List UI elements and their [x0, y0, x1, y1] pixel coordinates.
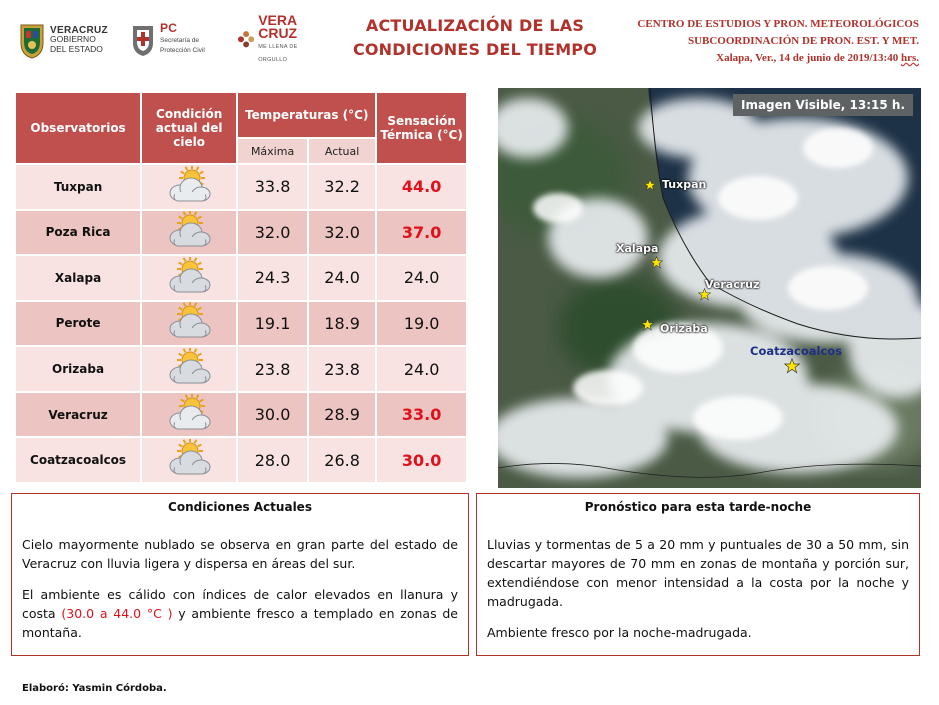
proteccion-civil-logo	[130, 14, 205, 66]
pc-logo-line1: Secretaría de	[160, 36, 200, 44]
city-orizaba: Orizaba	[660, 322, 708, 335]
title-line-2: CONDICIONES DEL TIEMPO	[352, 40, 598, 59]
coat-of-arms-icon	[18, 21, 46, 59]
page-title	[330, 14, 620, 62]
thermal-sensation: 30.0	[376, 437, 467, 483]
current-conditions-p1: Cielo mayormente nublado se observa en gran parte del estado de Veracruz con lluvia ligera y dispersa en áreas del sur.	[22, 537, 458, 571]
table-row	[15, 164, 467, 210]
col-temperaturas: Temperaturas (°C)	[237, 92, 376, 138]
veracruz-brand-logo	[238, 11, 310, 66]
max-temp: 30.0	[237, 392, 308, 438]
pc-shield-icon	[130, 23, 156, 57]
veracruz-logo-line1: VERACRUZ	[50, 24, 108, 36]
center-info	[637, 16, 919, 67]
brand-flower-icon	[238, 27, 254, 53]
max-temp: 32.0	[237, 210, 308, 256]
actual-temp: 28.9	[308, 392, 376, 438]
observatories-table	[14, 91, 468, 484]
table-row	[15, 210, 467, 256]
table-row	[15, 346, 467, 392]
actual-temp: 32.2	[308, 164, 376, 210]
date-text: Xalapa, Ver., 14 de junio de 2019/13:40	[716, 52, 899, 64]
partly-cloudy-icon	[166, 394, 212, 432]
pc-logo-line2: Protección Civil	[160, 47, 205, 55]
col-condicion: Condición actual del cielo	[141, 92, 237, 164]
actual-temp: 24.0	[308, 255, 376, 301]
observatory-name: Tuxpan	[15, 164, 141, 210]
tuxpan-star-icon	[644, 179, 656, 191]
observatory-name: Poza Rica	[15, 210, 141, 256]
thermal-sensation: 24.0	[376, 255, 467, 301]
author-credit: Elaboró: Yasmin Córdoba.	[22, 683, 167, 694]
partly-cloudy-icon	[166, 166, 212, 204]
satellite-label: Imagen Visible, 13:15 h.	[733, 94, 913, 116]
logos-bar	[10, 11, 310, 66]
observatory-name: Veracruz	[15, 392, 141, 438]
table-row	[15, 255, 467, 301]
veracruz-logo-line3: DEL ESTADO	[50, 43, 103, 54]
max-temp: 23.8	[237, 346, 308, 392]
current-p2-a: El ambiente es cálido con índices de calor elevados en llanura y costa	[22, 587, 458, 621]
veracruz-government-logo	[18, 14, 108, 66]
coatzacoalcos-star-icon	[784, 358, 800, 374]
col-sensacion: Sensación Térmica (°C)	[376, 92, 467, 164]
thermal-sensation: 24.0	[376, 346, 467, 392]
center-line-2: SUBCOORDINACIÓN DE PRON. EST. Y MET.	[687, 35, 919, 47]
title-line-1: ACTUALIZACIÓN DE LAS	[365, 16, 585, 35]
sky-condition-cell	[141, 164, 237, 210]
table-row	[15, 437, 467, 483]
current-conditions-title: Condiciones Actuales	[168, 500, 312, 514]
thermal-sensation: 37.0	[376, 210, 467, 256]
sky-condition-cell	[141, 437, 237, 483]
sky-condition-cell	[141, 301, 237, 347]
satellite-image	[498, 88, 921, 488]
mostly-cloudy-icon	[166, 439, 212, 477]
observatory-name: Orizaba	[15, 346, 141, 392]
thermal-sensation: 44.0	[376, 164, 467, 210]
current-p2-b: y ambiente fresco a templado en zonas de montaña.	[22, 606, 458, 640]
actual-temp: 23.8	[308, 346, 376, 392]
mostly-cloudy-icon	[166, 211, 212, 249]
heat-index-range: (30.0 a 44.0 °C )	[61, 606, 173, 621]
brand-logo-slogan: ME LLENA DE ORGULLO	[258, 43, 298, 63]
sky-condition-cell	[141, 255, 237, 301]
brand-logo-line1: VERA	[258, 11, 298, 28]
max-temp: 19.1	[237, 301, 308, 347]
actual-temp: 26.8	[308, 437, 376, 483]
xalapa-star-icon	[650, 256, 663, 269]
forecast-p1: Lluvias y tormentas de 5 a 20 mm y puntuales de 30 a 50 mm, sin descartar mayores de 70 mm en zonas de montaña y porción sur, extendiéndose con menor intensidad a la costa por la noche y madrugada.	[487, 537, 909, 609]
city-veracruz: Veracruz	[705, 278, 760, 291]
mostly-cloudy-icon	[166, 302, 212, 340]
thermal-sensation: 19.0	[376, 301, 467, 347]
thermal-sensation: 33.0	[376, 392, 467, 438]
city-tuxpan: Tuxpan	[662, 178, 707, 191]
brand-logo-line2: CRUZ	[258, 24, 298, 41]
mostly-cloudy-icon	[166, 348, 212, 386]
pc-logo-title: PC	[160, 21, 178, 36]
forecast-box	[476, 493, 920, 656]
max-temp: 33.8	[237, 164, 308, 210]
table-row	[15, 392, 467, 438]
col-maxima: Máxima	[237, 138, 308, 164]
col-actual: Actual	[308, 138, 376, 164]
max-temp: 24.3	[237, 255, 308, 301]
actual-temp: 32.0	[308, 210, 376, 256]
observatory-name: Xalapa	[15, 255, 141, 301]
city-xalapa: Xalapa	[616, 242, 659, 255]
veracruz-logo-line2: GOBIERNO	[50, 34, 96, 45]
forecast-title: Pronóstico para esta tarde-noche	[584, 500, 812, 514]
date-suffix: hrs.	[900, 52, 919, 64]
observatory-name: Perote	[15, 301, 141, 347]
center-line-1: CENTRO DE ESTUDIOS Y PRON. METEOROLÓGICOS	[637, 18, 919, 30]
current-conditions-p2	[22, 585, 458, 642]
table-row	[15, 301, 467, 347]
actual-temp: 18.9	[308, 301, 376, 347]
current-conditions-box	[11, 493, 469, 656]
sky-condition-cell	[141, 346, 237, 392]
mostly-cloudy-icon	[166, 257, 212, 295]
sky-condition-cell	[141, 210, 237, 256]
col-observatorios: Observatorios	[15, 92, 141, 164]
orizaba-star-icon	[641, 318, 654, 331]
max-temp: 28.0	[237, 437, 308, 483]
forecast-p2: Ambiente fresco por la noche-madrugada.	[487, 625, 752, 640]
city-coatzacoalcos: Coatzacoalcos	[750, 344, 843, 358]
sky-condition-cell	[141, 392, 237, 438]
date-line	[637, 50, 919, 67]
observatory-name: Coatzacoalcos	[15, 437, 141, 483]
